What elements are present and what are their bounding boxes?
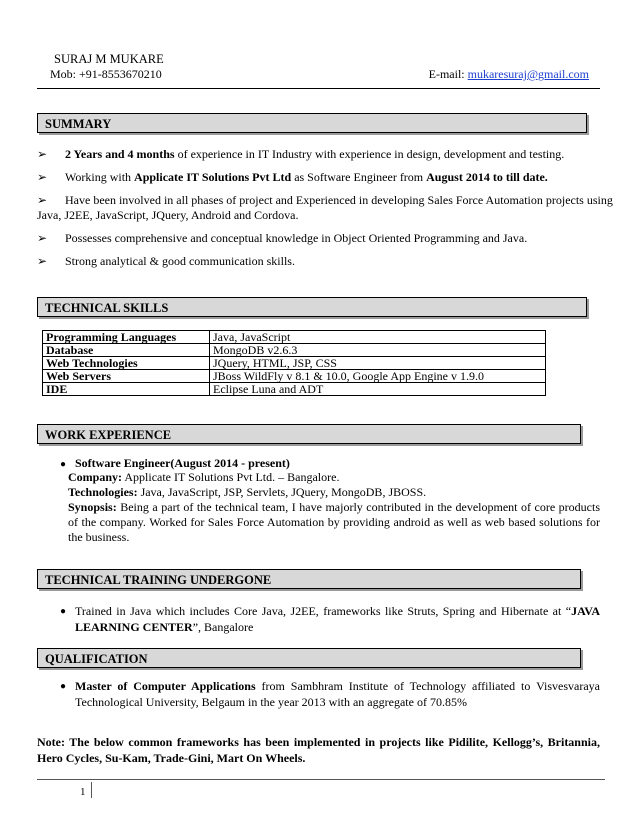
- section-technical-skills: TECHNICAL SKILLS: [37, 297, 587, 317]
- bullet-dot-icon: ●: [60, 606, 67, 617]
- footer-divider: [37, 779, 605, 780]
- summary-item-continued: Java, J2EE, JavaScript, JQuery, Android and Cordova.: [37, 208, 299, 222]
- table-row: IDE Eclipse Luna and ADT: [43, 383, 546, 396]
- bullet-dot-icon: ●: [60, 681, 67, 692]
- email-label: E-mail:: [428, 67, 468, 81]
- job-technologies: Technologies: Java, JavaScript, JSP, Servlets, JQuery, MongoDB, JBOSS.: [68, 485, 427, 499]
- summary-item: Possesses comprehensive and conceptual knowledge in Object Oriented Programming and Java.: [65, 231, 528, 245]
- email-link[interactable]: mukaresuraj@gmail.com: [467, 67, 589, 81]
- table-row: Database MongoDB v2.6.3: [43, 344, 546, 357]
- bullet-arrow-icon: ➢: [37, 170, 48, 184]
- page-number: 1: [80, 786, 86, 798]
- table-row: Programming Languages Java, JavaScript: [43, 331, 546, 344]
- bullet-arrow-icon: ➢: [37, 254, 48, 268]
- bullet-arrow-icon: ➢: [37, 147, 48, 161]
- section-summary: SUMMARY: [37, 113, 587, 133]
- section-work-experience: WORK EXPERIENCE: [37, 424, 581, 444]
- page-number-divider: [91, 782, 92, 798]
- mobile-number: Mob: +91-8553670210: [50, 67, 162, 81]
- skills-table: [42, 330, 546, 396]
- header-divider: [37, 88, 600, 89]
- section-technical-training: TECHNICAL TRAINING UNDERGONE: [37, 569, 581, 589]
- bullet-dot-icon: ●: [60, 459, 67, 470]
- summary-item: Have been involved in all phases of project and Experienced in developing Sales Force Automation projects using: [65, 193, 613, 207]
- summary-item: 2 Years and 4 months of experience in IT Industry with experience in design, development and testing.: [65, 147, 565, 161]
- training-item: Trained in Java which includes Core Java, J2EE, frameworks like Struts, Spring and Hibernate at “JAVA LEARNING CENTER”, Bangalore: [75, 604, 600, 634]
- section-qualification: QUALIFICATION: [37, 648, 581, 668]
- frameworks-note: Note: The below common frameworks has been implemented in projects like Pidilite, Kellogg’s, Britannia, Hero Cycles, Su-Kam, Trade-Gini, Mart On Wheels.: [37, 735, 600, 765]
- candidate-name: SURAJ M MUKARE: [54, 52, 164, 66]
- job-company: Company: Applicate IT Solutions Pvt Ltd. – Bangalore.: [68, 470, 340, 484]
- table-row: Web Servers JBoss WildFly v 8.1 & 10.0, Google App Engine v 1.9.0: [43, 370, 546, 383]
- job-role: Software Engineer(August 2014 - present): [75, 456, 290, 470]
- job-synopsis: Synopsis: Being a part of the technical team, I have majorly contributed in the development of core products of the company. Worked for Sales Force Automation by providing android as well as web based solutions for the business.: [68, 500, 600, 544]
- summary-item: Strong analytical & good communication skills.: [65, 254, 295, 268]
- qualification-item: Master of Computer Applications from Sambhram Institute of Technology affiliated to Visvesvaraya Technological University, Belgaum in the year 2013 with an aggregate of 70.85%: [75, 679, 600, 709]
- summary-item: Working with Applicate IT Solutions Pvt Ltd as Software Engineer from August 2014 to till date.: [65, 170, 548, 184]
- bullet-arrow-icon: ➢: [37, 231, 48, 245]
- bullet-arrow-icon: ➢: [37, 193, 48, 207]
- table-row: Web Technologies JQuery, HTML, JSP, CSS: [43, 357, 546, 370]
- email-line: [429, 67, 589, 82]
